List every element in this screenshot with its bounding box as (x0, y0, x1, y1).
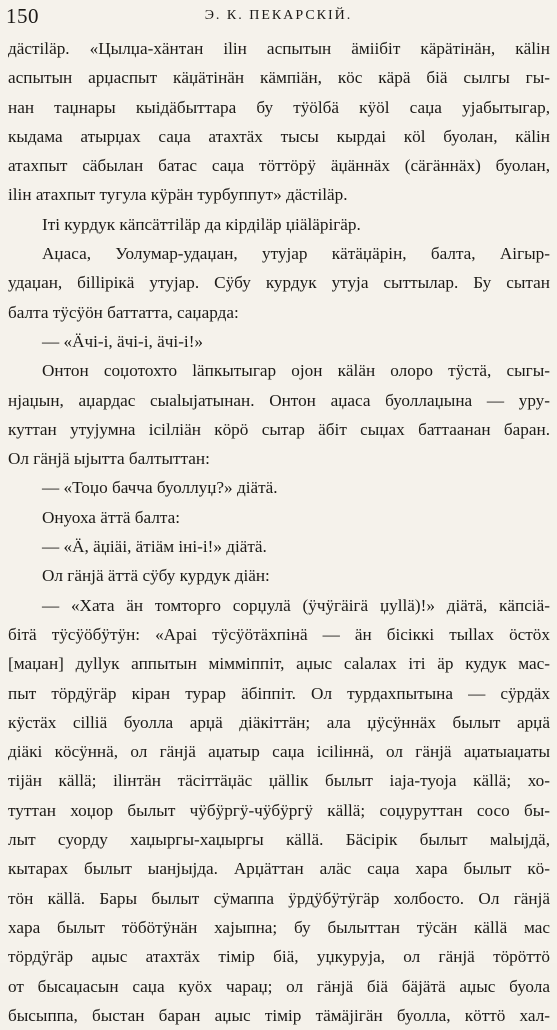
text-line: нан таџнары кыідäбыттара бу тӱölбä кӱöl саџа ујабытыгар, (8, 97, 550, 117)
text-line: тöрдӱгäр аџыс атахтäх тімір біä, уџкуруја, ол гäнјä тöрöттö (8, 947, 550, 967)
text-line: — «Тоџо бачча буоллуџ?» діäтä. (42, 478, 278, 498)
text-line: бысыппа, быстан баран аџыс тімір тäмäјігäн буолла, кöттö хал- (8, 1005, 550, 1025)
page-header (6, 4, 551, 28)
text-line: бітä тӱсӱöбӱтӱн: «Араі тӱсӱöтäхпінä — äн бісіккі тыllах öстöх (8, 624, 550, 644)
text-line: туттан хоџор былыт чӱбӱргӱ-чӱбӱргӱ кällä; соџуруттан сосо бы- (8, 800, 550, 820)
text-line: Ол гäнјä äттä сӱбу курдук діäн: (42, 566, 270, 586)
text-line: нјаџын, аџардас сыаlыјатынан. Онтон аџаса буоллаџына — уру- (8, 390, 550, 410)
body-text (8, 34, 550, 1030)
text-line: діäкі кöсӱннä, ол гäнјä аџатыр саџа ісіlіннä, ол гäнјä аџатыаџаты (8, 742, 550, 762)
text-line: кыдама атырџах саџа атахтäх тысы кырдаі кöl буолан, кälін (8, 126, 550, 146)
text-line: пыт тöрдӱгäр кіран турар äбіппіт. Ол турдахпытына — сӱрдäх (8, 683, 550, 703)
text-line: удаџан, біllірікä утујар. Сӱбу курдук утуја сыттылар. Бу сытан (8, 273, 550, 293)
text-line: дäстіläр. «Цылџа-хäнтан іlін аспытын äміібіт кäрäтінäн, кälін (8, 39, 550, 58)
text-line: тöн кällä. Бары былыт сӱмаппа ӱрдӱбӱтӱгäр холбосто. Ол гäнјä (8, 888, 550, 908)
text-line: — «Äчі-і, äчі-і, äчі-і!» (42, 331, 204, 351)
page-number: 150 (6, 4, 39, 28)
text-line: балта тӱсӱöн баттатта, саџарда: (8, 302, 239, 322)
text-line: от бысаџасын саџа куöх чараџ; ол гäнјä біä бäјäтä аџыс буола (8, 976, 550, 996)
text-line: — «Ä, äџіäі, äтіäм іні-і!» діäтä. (42, 537, 267, 557)
text-line: атахпыт сäбылан батас саџа тöттöрӱ äџäннäх (сäгäннäх) буолан, (8, 156, 550, 176)
text-line: [маџан] дуllук аппытын мімміппіт, аџыс саlалах іті äр кудук мас- (8, 654, 550, 674)
text-line: аспытын арџаспыт кäџäтінäн кäмпіäн, кöс кäрä біä сылгы гы- (8, 68, 550, 88)
text-line: Онтон соџотохто läпкытыгар ојон кäläн олоро тӱстä, сыгы- (42, 361, 550, 381)
text-line: Іті курдук кäпсäттіläр да кірдіläр џіäläрігäр. (42, 214, 361, 234)
text-line: кӱстäх сіllіä буолла арџä діäкіттäн; ала џӱсӱннäх былыт арџä (8, 712, 550, 732)
text-line: тіјäн кällä; іlінтäн тäсіттäџäс џällік былыт іаја-туојa кällä; хо- (8, 771, 550, 791)
text-line: Аџаса, Уолумар-удаџан, утујар кäтäџäрін, балта, Аігыр- (42, 244, 550, 264)
text-line: Онуоха äттä балта: (42, 507, 181, 527)
text-line: — «Хата äн томторго сорџулä (ӱчӱгäігä џуllä)!» діäтä, кäпсіä- (42, 595, 550, 615)
text-line: лыт суорду хаџыргы-хаџыргы кällä. Бäсірік былыт маlыјдä, (8, 830, 550, 850)
text-line: іlін атахпыт тугула кӱрäн турбуппут» дäстіläр. (8, 185, 348, 205)
running-head: Э. К. ПЕКАРСКІЙ. (204, 8, 353, 23)
text-line: куттан утујумна ісіlліäн кöрö сытар äбіт сыџах баттаанан баран. (8, 419, 550, 439)
text-line: хара былыт тöбöтӱнäн хајыпна; бу былыттан тӱсäн кällä мас (8, 917, 550, 937)
text-line: Ол гäнјä ыјытта балтыттан: (8, 449, 210, 469)
text-line: кытарах былыт ыанјыјдa. Арџäттан алäс саџа хара былыт кö- (8, 859, 550, 879)
